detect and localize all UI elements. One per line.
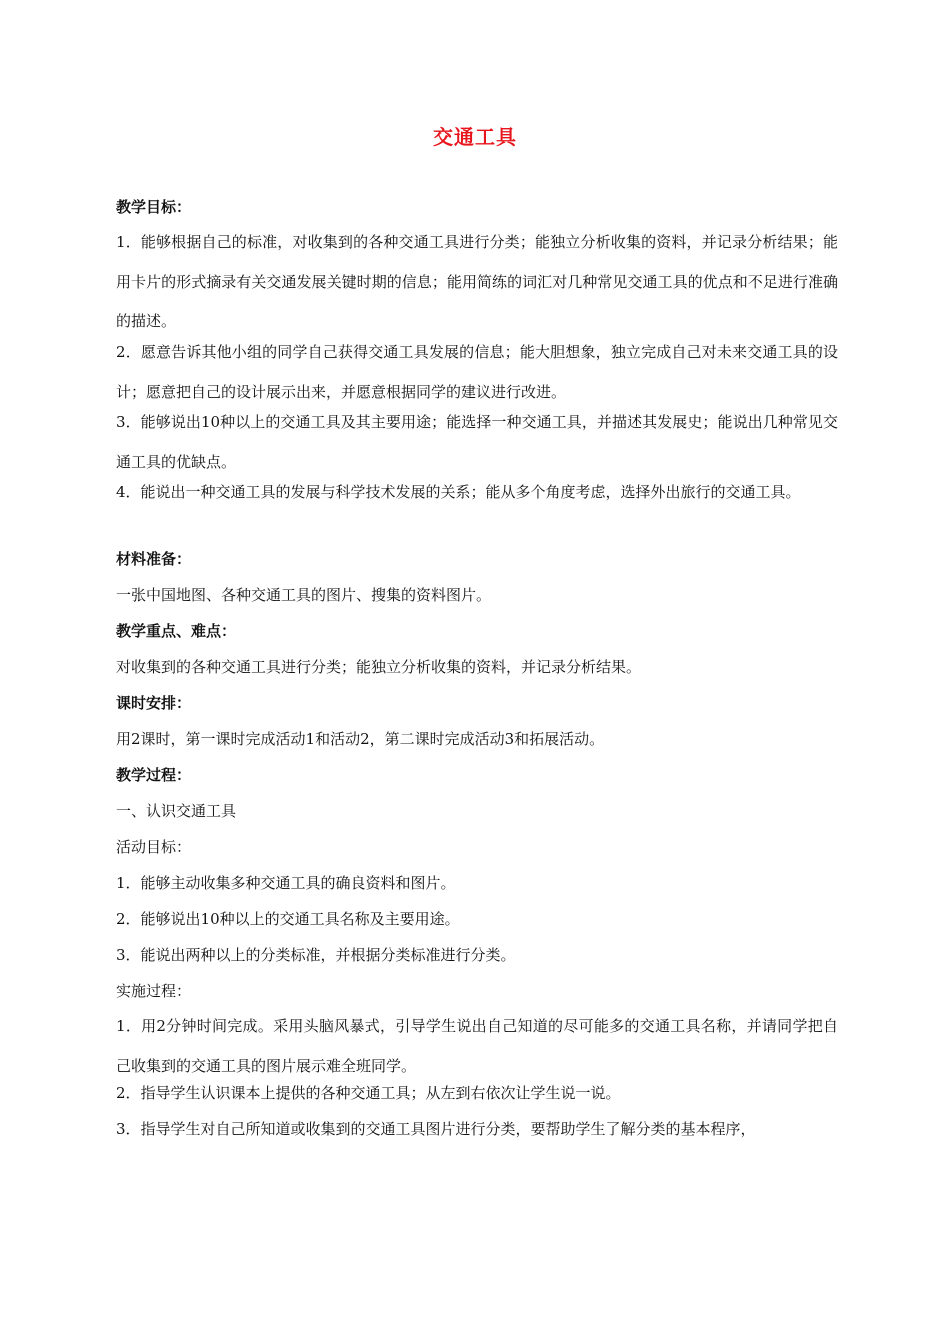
implementation-item: 1．用2分钟时间完成。采用头脑风暴式，引导学生说出自己知道的尽可能多的交通工具名称，并请同学把自己收集到的交通工具的图片展示难全班同学。	[116, 1017, 838, 1075]
schedule-heading: 课时安排：	[116, 694, 192, 712]
goal-item: 1．能够根据自己的标准，对收集到的各种交通工具进行分类；能独立分析收集的资料，并记录分析结果；能用卡片的形式摘录有关交通发展关键时期的信息；能用简练的词汇对几种常见交通工具的优点和不足进行准确的描述。	[116, 233, 838, 330]
activity-goal-item: 3．能说出两种以上的分类标准，并根据分类标准进行分类。	[116, 946, 516, 964]
document-body	[116, 196, 838, 1154]
process-heading: 教学过程：	[116, 766, 192, 784]
implementation-item: 3．指导学生对自己所知道或收集到的交通工具图片进行分类，要帮助学生了解分类的基本程序，	[116, 1120, 756, 1138]
key-points-text: 对收集到的各种交通工具进行分类；能独立分析收集的资料，并记录分析结果。	[116, 658, 642, 676]
activity-goal-item: 1．能够主动收集多种交通工具的确良资料和图片。	[116, 874, 456, 892]
goal-item: 2．愿意告诉其他小组的同学自己获得交通工具发展的信息；能大胆想象，独立完成自己对未来交通工具的设计；愿意把自己的设计展示出来，并愿意根据同学的建议进行改进。	[116, 343, 838, 401]
key-points-heading: 教学重点、难点：	[116, 622, 237, 640]
materials-text: 一张中国地图、各种交通工具的图片、搜集的资料图片。	[116, 586, 492, 604]
part1-title: 一、认识交通工具	[116, 802, 237, 820]
activity-goals-label: 活动目标：	[116, 838, 192, 856]
implementation-label: 实施过程：	[116, 982, 192, 1000]
activity-goal-item: 2．能够说出10种以上的交通工具名称及主要用途。	[116, 910, 460, 928]
goals-heading: 教学目标：	[116, 198, 192, 216]
implementation-item: 2．指导学生认识课本上提供的各种交通工具；从左到右依次让学生说一说。	[116, 1084, 621, 1102]
schedule-text: 用2课时，第一课时完成活动1和活动2，第二课时完成活动3和拓展活动。	[116, 730, 605, 748]
materials-heading: 材料准备：	[116, 550, 192, 568]
goal-item: 4．能说出一种交通工具的发展与科学技术发展的关系；能从多个角度考虑，选择外出旅行的交通工具。	[116, 483, 801, 501]
goal-item: 3．能够说出10种以上的交通工具及其主要用途；能选择一种交通工具，并描述其发展史；能说出几种常见交通工具的优缺点。	[116, 413, 838, 471]
document-title: 交通工具	[433, 125, 517, 149]
